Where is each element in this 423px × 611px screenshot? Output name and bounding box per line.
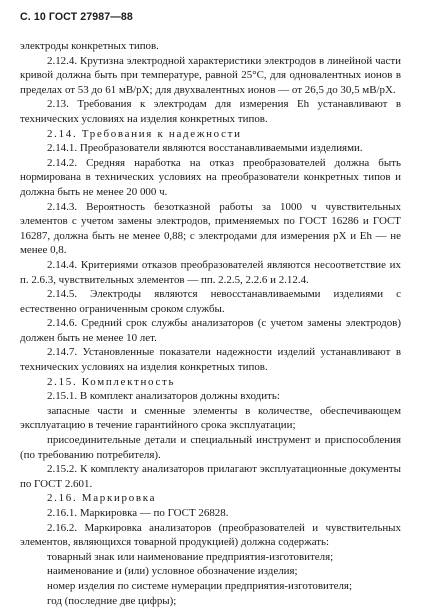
list-item-spare-parts: запасные части и сменные элементы в количестве, обеспечивающем эксплуатацию в течение гарантийного срока эксплуатации; (20, 404, 401, 432)
paragraph-2-14-6: 2.14.6. Средний срок службы анализаторов (с учетом замены электродов) должен быть не менее 10 лет. (20, 317, 401, 344)
paragraph-2-14-4: 2.14.4. Критериями отказов преобразователей являются несоответствие их п. 2.6.3, чувствительных элементов — пп. 2.2.5, 2.2.6 и 2.12.4. (20, 258, 401, 286)
section-heading-reliability: 2.14. Требования к надежности (47, 127, 242, 140)
paragraph-2-15-1: 2.15.1. В комплект анализаторов должны входить: (47, 390, 280, 403)
paragraph-2-12-4: 2.12.4. Крутизна электродной характеристики электродов в линейной части кривой должна быть при температуре, равной 25°С, для одновалентных ионов в пределах от 53 до 61 мВ/рХ; для двухвалентных ионов — от 26,5 до 30,5 мВ/рХ. (20, 54, 401, 96)
paragraph-2-14-5: 2.14.5. Электроды являются невосстанавливаемыми изделиями с естественно ограниченным сроком службы. (20, 288, 401, 315)
paragraph-2-13: 2.13. Требования к электродам для измерения Eh устанавливают в технических условиях на изделия конкретных типов. (20, 98, 401, 125)
section-heading-completeness: 2.15. Комплектность (47, 375, 176, 388)
paragraph-2-15-2: 2.15.2. К комплекту анализаторов прилагают эксплуатационные документы по ГОСТ 2.601. (20, 463, 401, 490)
document-body (20, 39, 401, 608)
page-header: С. 10 ГОСТ 27987—88 (20, 11, 133, 23)
paragraph-2-14-1: 2.14.1. Преобразователи являются восстанавливаемыми изделиями. (47, 142, 363, 155)
paragraph-2-14-7: 2.14.7. Установленные показатели надежности изделий устанавливают в технических условиях на изделия конкретных типов. (20, 346, 401, 374)
paragraph-continuation: электроды конкретных типов. (20, 40, 159, 52)
list-item-year: год (последние две цифры); (47, 594, 177, 607)
section-heading-marking: 2.16. Маркировка (47, 492, 157, 505)
list-item-serial-number: номер изделия по системе нумерации предприятия-изготовителя; (47, 579, 353, 592)
list-item-connecting-parts: присоединительные детали и специальный инструмент и приспособления (по требованию потребителя). (20, 434, 401, 461)
paragraph-2-14-2: 2.14.2. Средняя наработка на отказ преобразователей должна быть нормирована в технических условиях на преобразователи конкретных типов и должна быть не менее 20 000 ч. (20, 156, 401, 198)
paragraph-2-14-3: 2.14.3. Вероятность безотказной работы за 1000 ч чувствительных элементов с учетом замены электродов, применяемых по ГОСТ 16286 и ГОСТ 16287, должна быть не менее 0,88; с электродами для измерения рХ и Eh — не менее 0,8. (20, 200, 401, 257)
list-item-product-name: наименование и (или) условное обозначение изделия; (47, 565, 298, 578)
paragraph-2-16-2: 2.16.2. Маркировка анализаторов (преобразователей и чувствительных элементов, являющихся товарной продукцией) должна содержать: (20, 521, 401, 549)
paragraph-2-16-1: 2.16.1. Маркировка — по ГОСТ 26828. (47, 507, 229, 519)
list-item-trademark: товарный знак или наименование предприятия-изготовителя; (47, 550, 334, 563)
